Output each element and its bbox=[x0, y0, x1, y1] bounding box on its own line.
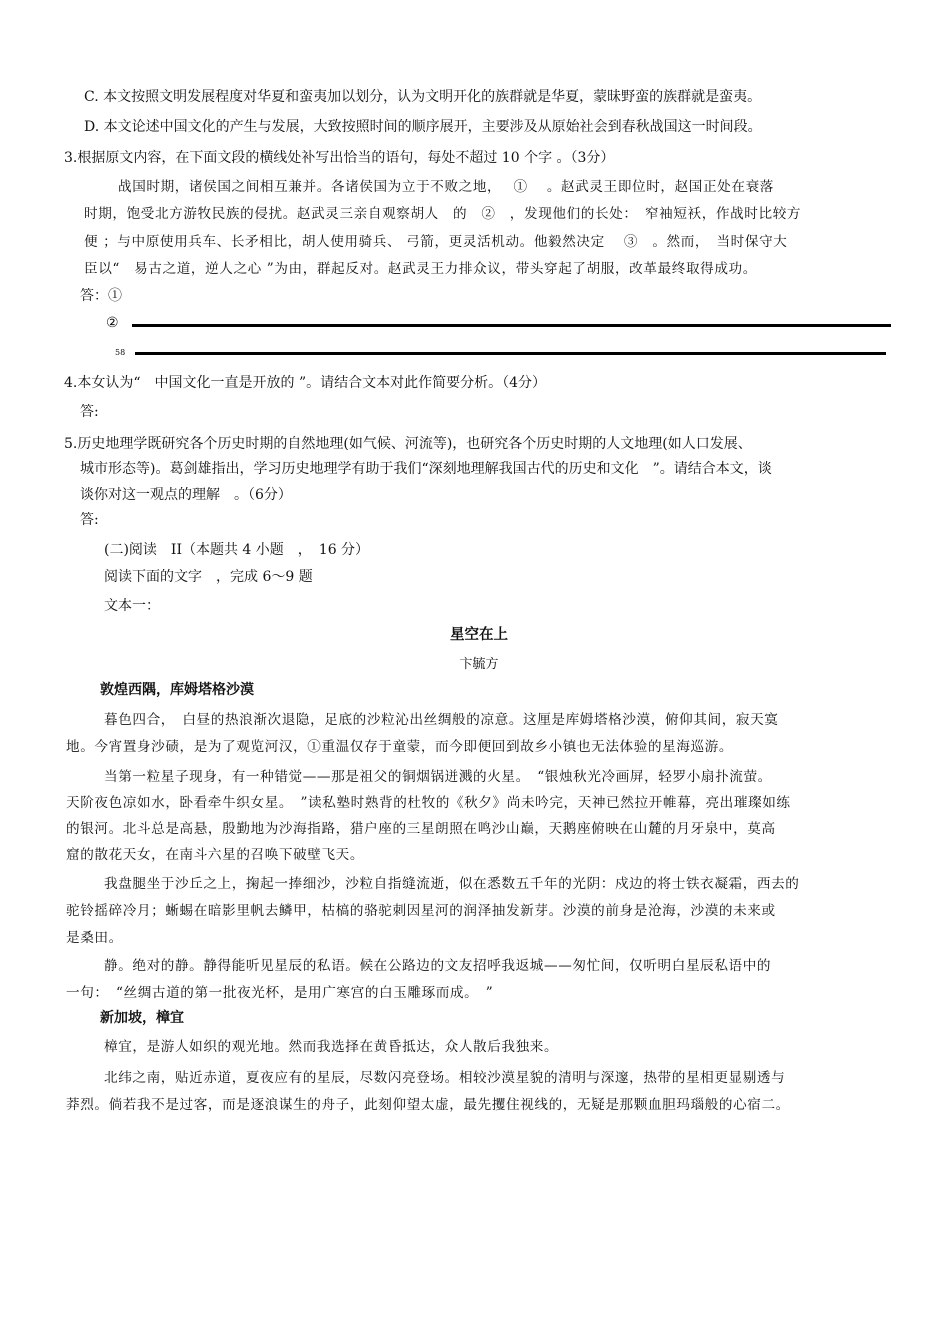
question-3-passage-line: 便 ；与中原使用兵车、长矛相比，胡人使用骑兵、 弓箭，更灵活机动。他毅然决定 ③ 。然而， 当时保守大 bbox=[84, 234, 788, 250]
question-3-stem: 3.根据原文内容，在下面文段的横线处补写出恰当的语句，每处不超过 10 个字 。（3分） bbox=[64, 150, 615, 166]
article-paragraph-line: 地。今宵置身沙碛，是为了观览河汉，①重温仅存于童蒙，而今即便回到故乡小镇也无法体验的星海巡游。 bbox=[66, 739, 734, 755]
article-paragraph-line: 一句： “丝绸古道的第一批夜光杯，是用广寒宫的白玉雕琢而成。 ” bbox=[66, 985, 494, 1001]
question-3-passage-line: 时期，饱受北方游牧民族的侵扰。赵武灵三亲自观察胡人 的 ② ，发现他们的长处： 窄袖短袄，作战时比较方 bbox=[84, 206, 802, 222]
article-paragraph-line: 天阶夜色凉如水，卧看牵牛织女星。 ”读私塾时熟背的杜牧的《秋夕》尚未吟完，天神已然拉开帷幕，亮出璀璨如练 bbox=[66, 795, 791, 811]
article-author: 卞毓方 bbox=[459, 657, 499, 672]
article-paragraph-line: 是桑田。 bbox=[66, 930, 123, 946]
text-label: 文本一： bbox=[104, 598, 160, 614]
section-instruction: 阅读下面的文字 ，完成 6～9 题 bbox=[104, 569, 313, 585]
question-3-passage-line: 臣以“ 易古之道，逆人之心 ”为由，群起反对。赵武灵王力排众议，带头穿起了胡服，改革最终取得成功。 bbox=[84, 261, 757, 277]
question-3-answer-2-label: ② bbox=[106, 315, 119, 331]
page-number: 58 bbox=[115, 348, 126, 357]
article-title: 星空在上 bbox=[450, 627, 508, 643]
answer-line[interactable] bbox=[135, 352, 886, 355]
question-3-passage-line: 战国时期，诸侯国之间相互兼并。各诸侯国为立于不败之地， ① 。赵武灵王即位时，赵国正处在衰落 bbox=[118, 179, 774, 195]
article-paragraph-line: 的银河。北斗总是高悬，殷勤地为沙海指路，猎户座的三星朗照在鸣沙山巅，天鹅座俯映在山麓的月牙泉中，莫高 bbox=[66, 821, 776, 837]
article-paragraph-line: 樟宜，是游人如织的观光地。然而我选择在黄昏抵达，众人散后我独来。 bbox=[104, 1039, 559, 1055]
article-subheading: 敦煌西隅，库姆塔格沙漠 bbox=[100, 682, 254, 698]
article-paragraph-line: 驼铃摇碎冷月；蜥蜴在暗影里帆去鳞甲，枯槁的骆驼刺因星河的润泽抽发新芽。沙漠的前身是沧海，沙漠的未来或 bbox=[66, 903, 776, 919]
article-paragraph-line: 莽烈。倘若我不是过客，而是逐浪谋生的舟子，此刻仰望太虚，最先攫住视线的，无疑是那颗血胆玛瑙般的心宿二。 bbox=[66, 1097, 790, 1113]
question-3-answer-label: 答：① bbox=[80, 288, 122, 304]
article-paragraph-line: 暮色四合， 白昼的热浪渐次退隐，足底的沙粒沁出丝绸般的凉意。这厘是库姆塔格沙漠，俯仰其间，寂天寞 bbox=[104, 712, 779, 728]
question-5-answer-label: 答: bbox=[80, 512, 99, 528]
question-4-stem: 4.本女认为“ 中国文化一直是开放的 ”。请结合文本对此作简要分析。（4分） bbox=[64, 375, 547, 391]
option-d: D. 本文论述中国文化的产生与发展，大致按照时间的顺序展开，主要涉及从原始社会到春秋战国这一时间段。 bbox=[84, 119, 762, 135]
article-paragraph-line: 当第一粒星子现身，有一种错觉——那是祖父的铜烟锅迸溅的火星。 “银烛秋光冷画屏，轻罗小扇扑流萤。 bbox=[104, 769, 772, 785]
question-5-stem-line: 5.历史地理学既研究各个历史时期的自然地理(如气候、河流等)，也研究各个历史时期的人文地理(如人口发展、 bbox=[64, 436, 752, 452]
article-paragraph-line: 静。绝对的静。静得能听见星辰的私语。候在公路边的文友招呼我返城——匆忙间，仅听明白星辰私语中的 bbox=[104, 958, 772, 974]
article-paragraph-line: 窟的散花天女，在南斗六星的召唤下破壁飞天。 bbox=[66, 847, 365, 863]
answer-line[interactable] bbox=[132, 324, 891, 327]
question-5-stem-line: 城市形态等)。葛剑雄指出，学习历史地理学有助于我们“深刻地理解我国古代的历史和文化 ”。请结合本文，谈 bbox=[80, 461, 772, 477]
section-heading: (二)阅读 II（本题共 4 小题 ， 16 分） bbox=[104, 542, 370, 558]
question-4-answer-label: 答: bbox=[80, 404, 99, 420]
article-paragraph-line: 北纬之南，贴近赤道，夏夜应有的星辰，尽数闪亮登场。相较沙漠星貌的清明与深邃，热带的星相更显剔透与 bbox=[104, 1070, 786, 1086]
article-paragraph-line: 我盘腿坐于沙丘之上，掬起一捧细沙，沙粒自指缝流逝，似在悉数五千年的光阴：戍边的将士铁衣凝霜，西去的 bbox=[104, 876, 800, 892]
article-subheading: 新加坡，樟宜 bbox=[100, 1010, 184, 1026]
question-5-stem-line: 谈你对这一观点的理解 。（6分） bbox=[80, 487, 292, 503]
option-c: C. 本文按照文明发展程度对华夏和蛮夷加以划分，认为文明开化的族群就是华夏，蒙昧野蛮的族群就是蛮夷。 bbox=[84, 89, 762, 105]
